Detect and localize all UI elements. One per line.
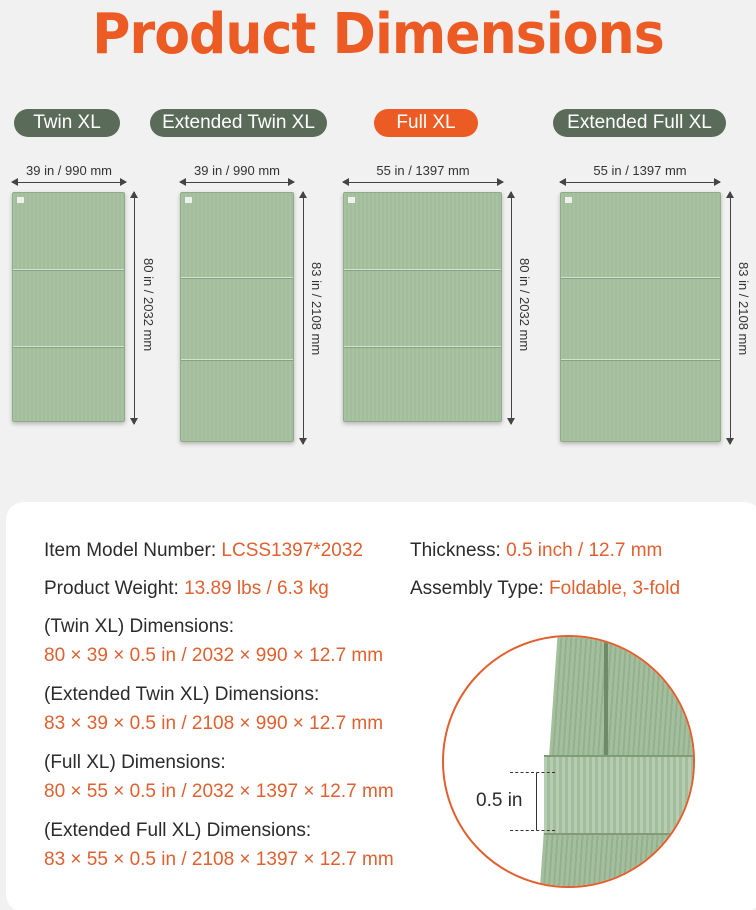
fold-line (561, 277, 720, 279)
dimension-value-full-xl: 80 × 55 × 0.5 in / 2032 × 1397 × 12.7 mm (44, 781, 394, 802)
width-arrow-extended-full-xl (560, 182, 720, 183)
width-label-extended-twin-xl: 39 in / 990 mm (194, 163, 280, 178)
fold-line (13, 269, 124, 271)
width-label-twin-xl: 39 in / 990 mm (26, 163, 112, 178)
fold-line (13, 346, 124, 348)
thickness-label: Thickness: (410, 540, 507, 561)
mat-tag (565, 197, 572, 203)
length-arrow-extended-full-xl (730, 192, 731, 444)
thickness-guide-top (510, 772, 555, 773)
dimension-value-extended-full-xl: 83 × 55 × 0.5 in / 2108 × 1397 × 12.7 mm (44, 849, 394, 870)
closeup-thickness-label: 0.5 in (476, 790, 523, 811)
model-number-value: LCSS1397*2032 (221, 540, 363, 561)
mat-twin-xl (12, 192, 125, 422)
mat-tag (348, 197, 355, 203)
width-label-extended-full-xl: 55 in / 1397 mm (593, 163, 687, 178)
length-arrow-twin-xl (134, 192, 135, 424)
dimension-value-extended-twin-xl: 83 × 39 × 0.5 in / 2108 × 990 × 12.7 mm (44, 713, 384, 734)
model-number-row (44, 540, 363, 562)
thickness-arrow (536, 773, 537, 830)
thickness-guide-bottom (510, 830, 555, 831)
dimension-label-twin-xl: (Twin XL) Dimensions: (44, 616, 235, 637)
size-pill-extended-twin-xl[interactable]: Extended Twin XL (150, 109, 327, 137)
weight-value: 13.89 lbs / 6.3 kg (184, 578, 329, 599)
size-pill-twin-xl[interactable]: Twin XL (14, 109, 120, 137)
length-arrow-full-xl (511, 192, 512, 424)
width-arrow-full-xl (343, 182, 503, 183)
closeup-stitch (604, 637, 608, 757)
width-arrow-extended-twin-xl (180, 182, 294, 183)
dimension-value-twin-xl: 80 × 39 × 0.5 in / 2032 × 990 × 12.7 mm (44, 645, 384, 666)
page-title: Product Dimensions (92, 2, 664, 67)
weight-row (44, 578, 329, 600)
mat-full-xl (343, 192, 502, 422)
fold-line (181, 359, 293, 361)
closeup-mat-edge (544, 755, 695, 835)
length-label-extended-twin-xl: 83 in / 2108 mm (309, 262, 324, 356)
assembly-value: Foldable, 3-fold (549, 578, 681, 599)
fold-line (344, 346, 501, 348)
width-arrow-twin-xl (12, 182, 126, 183)
thickness-closeup-image (442, 635, 695, 888)
size-pill-full-xl[interactable]: Full XL (374, 109, 478, 137)
width-label-full-xl: 55 in / 1397 mm (376, 163, 470, 178)
assembly-row (410, 578, 680, 600)
mat-extended-twin-xl (180, 192, 294, 442)
size-pill-extended-full-xl[interactable]: Extended Full XL (553, 109, 726, 137)
model-number-label: Item Model Number: (44, 540, 222, 561)
fold-line (344, 269, 501, 271)
length-label-extended-full-xl: 83 in / 2108 mm (736, 262, 751, 356)
dimension-label-extended-full-xl: (Extended Full XL) Dimensions: (44, 820, 312, 841)
fold-line (181, 277, 293, 279)
fold-line (561, 359, 720, 361)
length-label-full-xl: 80 in / 2032 mm (517, 258, 532, 352)
thickness-value: 0.5 inch / 12.7 mm (506, 540, 663, 561)
weight-label: Product Weight: (44, 578, 185, 599)
assembly-label: Assembly Type: (410, 578, 550, 599)
thickness-row (410, 540, 662, 562)
mat-tag (185, 197, 192, 203)
dimension-label-extended-twin-xl: (Extended Twin XL) Dimensions: (44, 684, 320, 705)
mat-tag (17, 197, 24, 203)
length-label-twin-xl: 80 in / 2032 mm (141, 258, 156, 352)
dimension-label-full-xl: (Full XL) Dimensions: (44, 752, 226, 773)
mat-extended-full-xl (560, 192, 721, 442)
length-arrow-extended-twin-xl (303, 192, 304, 444)
